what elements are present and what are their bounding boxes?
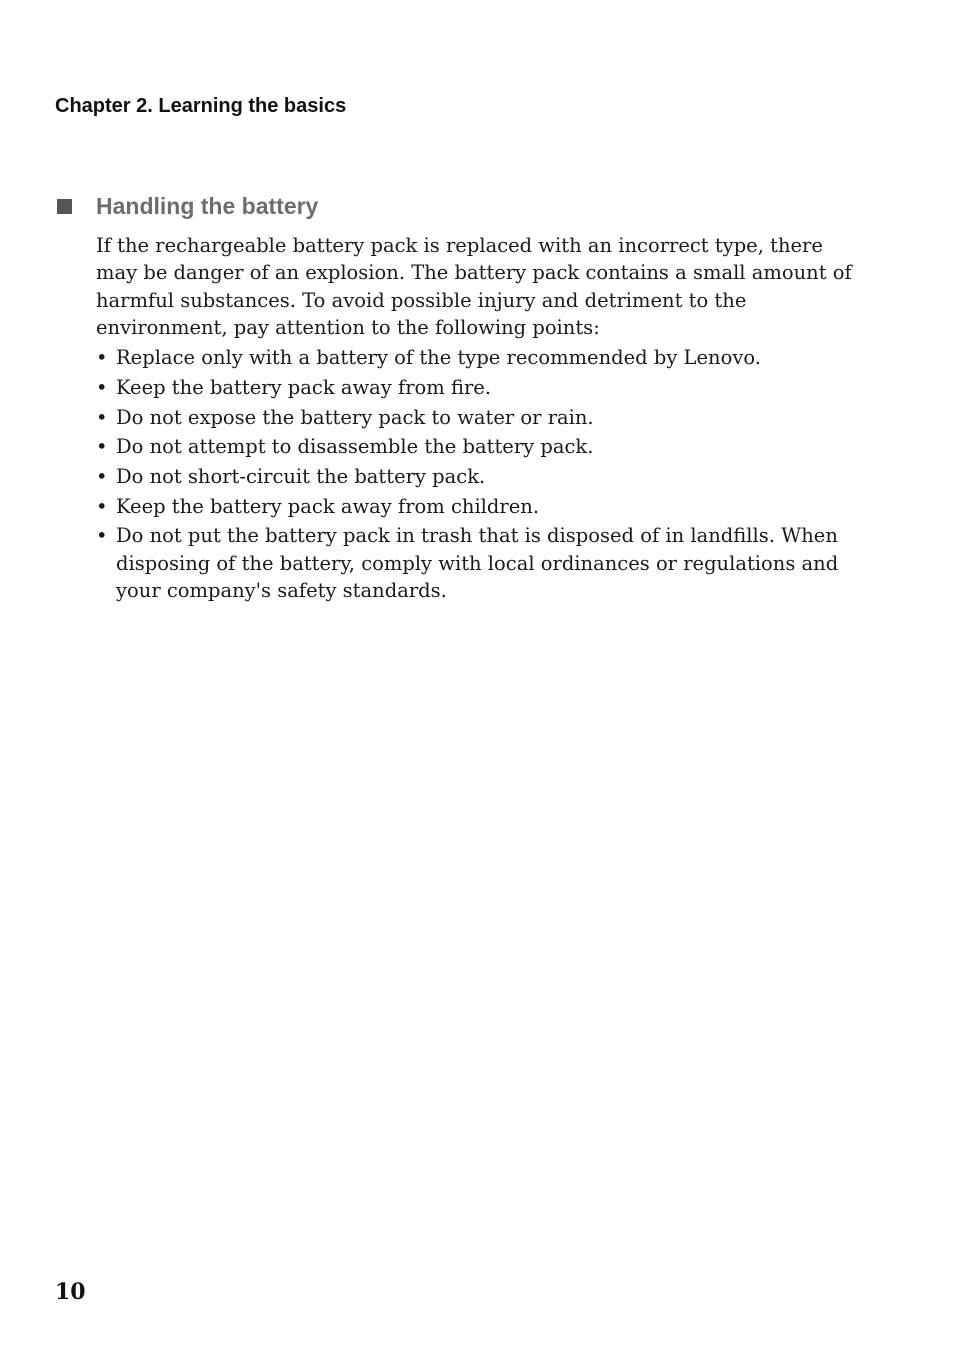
list-item (96, 433, 866, 460)
list-item (96, 522, 866, 604)
list-item-text: Keep the battery pack away from fire. (116, 375, 492, 399)
chapter-header: Chapter 2. Learning the basics (55, 95, 347, 117)
list-item-text: Replace only with a battery of the type recommended by Lenovo. (116, 346, 761, 370)
list-item-text: Keep the battery pack away from children. (116, 494, 540, 518)
bullet-dot-icon: • (96, 375, 108, 399)
list-item (96, 344, 866, 371)
list-item (96, 493, 866, 520)
list-item-text: Do not attempt to disassemble the battery pack. (116, 435, 594, 459)
list-item (96, 404, 866, 431)
list-item-text: Do not put the battery pack in trash that is disposed of in landfills. When disposing of the battery, comply with local ordinances or regulations and your company's safety standards. (116, 524, 839, 602)
list-item (96, 374, 866, 401)
safety-list (96, 344, 866, 604)
list-item-text: Do not expose the battery pack to water or rain. (116, 405, 594, 429)
list-item-text: Do not short-circuit the battery pack. (116, 464, 486, 488)
bullet-dot-icon: • (96, 464, 108, 488)
bullet-dot-icon: • (96, 346, 108, 370)
bullet-dot-icon: • (96, 435, 108, 459)
page-number: 10 (55, 1279, 86, 1305)
bullet-dot-icon: • (96, 405, 108, 429)
section-title: Handling the battery (96, 192, 319, 219)
intro-paragraph: If the rechargeable battery pack is replaced with an incorrect type, there may be danger of an explosion. The battery pack contains a small amount of harmful substances. To avoid possible injury and detriment to the environment, pay attention to the following points: (96, 234, 852, 339)
bullet-dot-icon: • (96, 494, 108, 518)
battery-section (55, 191, 875, 607)
section-body (96, 232, 866, 604)
bullet-dot-icon: • (96, 524, 108, 548)
square-bullet-icon (57, 199, 72, 214)
section-heading (55, 191, 875, 221)
list-item (96, 463, 866, 490)
